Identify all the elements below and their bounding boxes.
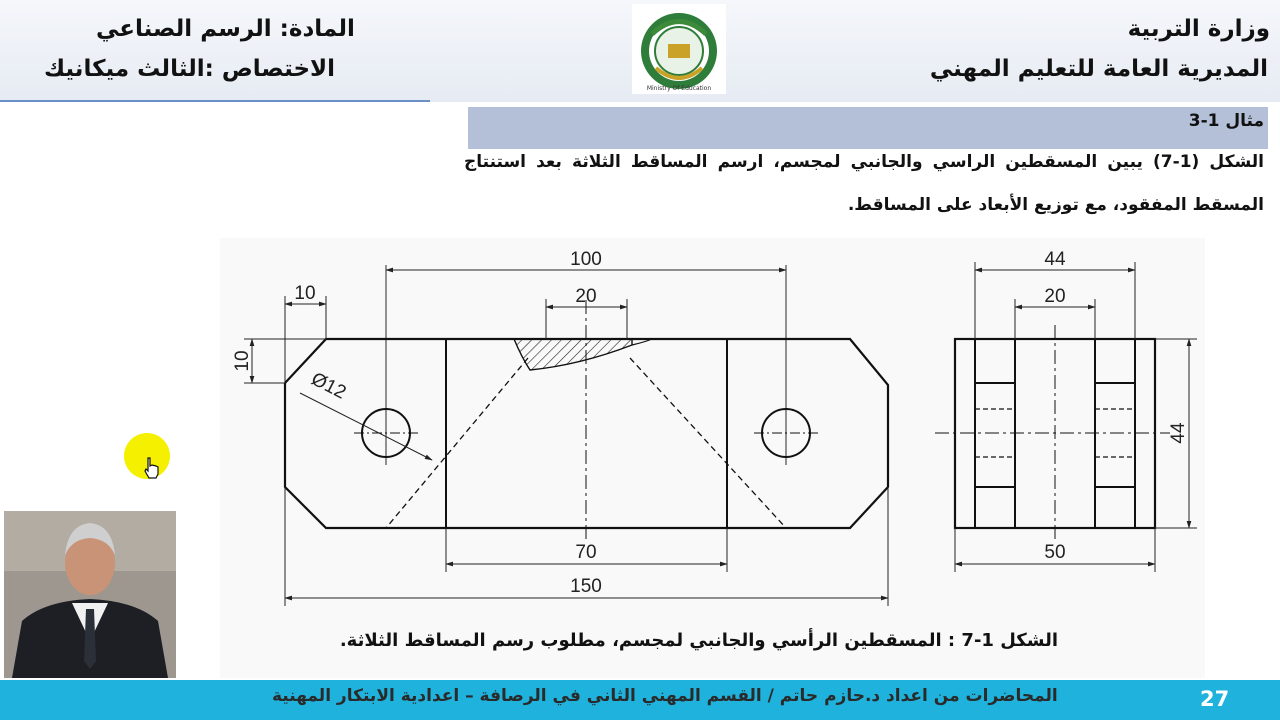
dim-10-top: 10 <box>294 283 316 304</box>
dim-44-top: 44 <box>1044 249 1066 270</box>
dim-44-side: 44 <box>1168 422 1189 444</box>
example-label: مثال 1-3 <box>1188 111 1264 131</box>
problem-statement-line1: الشكل (1-7) يبين المسقطين الراسي والجانبي لمجسم، ارسم المساقط الثلاثة بعد استنتاج <box>464 152 1264 172</box>
svg-text:Ministry Of Education: Ministry Of Education <box>646 85 712 92</box>
ministry-title: وزارة التربية <box>1127 16 1270 42</box>
dim-70: 70 <box>575 542 597 563</box>
footer-credits: المحاضرات من اعداد د.حازم حاتم / القسم المهني الثاني في الرصافة – اعدادية الابتكار المهنية <box>272 686 1058 706</box>
dimension-labels <box>232 249 1189 597</box>
dim-diameter-12: Ø12 <box>307 368 350 404</box>
dim-150: 150 <box>570 576 602 597</box>
directorate-title: المديرية العامة للتعليم المهني <box>929 56 1268 82</box>
hand-pointer-icon <box>143 456 161 484</box>
figure-caption: الشكل 1-7 : المسقطين الرأسي والجانبي لمجسم، مطلوب رسم المساقط الثلاثة. <box>339 630 1058 651</box>
hidden-line-right <box>630 358 786 528</box>
side-view <box>935 325 1170 540</box>
page-number: 27 <box>1200 687 1230 711</box>
dim-20-side: 20 <box>1044 286 1066 307</box>
dim-50: 50 <box>1044 542 1066 563</box>
problem-statement-line2: المسقط المفقود، مع توزيع الأبعاد على المساقط. <box>847 195 1264 215</box>
dim-20-top: 20 <box>575 286 597 307</box>
specialization-label: الاختصاص :الثالث ميكانيك <box>44 56 336 82</box>
dim-10-side: 10 <box>232 350 253 372</box>
subject-label: المادة: الرسم الصناعي <box>96 16 355 42</box>
section-hatch <box>514 339 632 370</box>
presenter-video <box>4 511 176 678</box>
dim-100: 100 <box>570 249 602 270</box>
